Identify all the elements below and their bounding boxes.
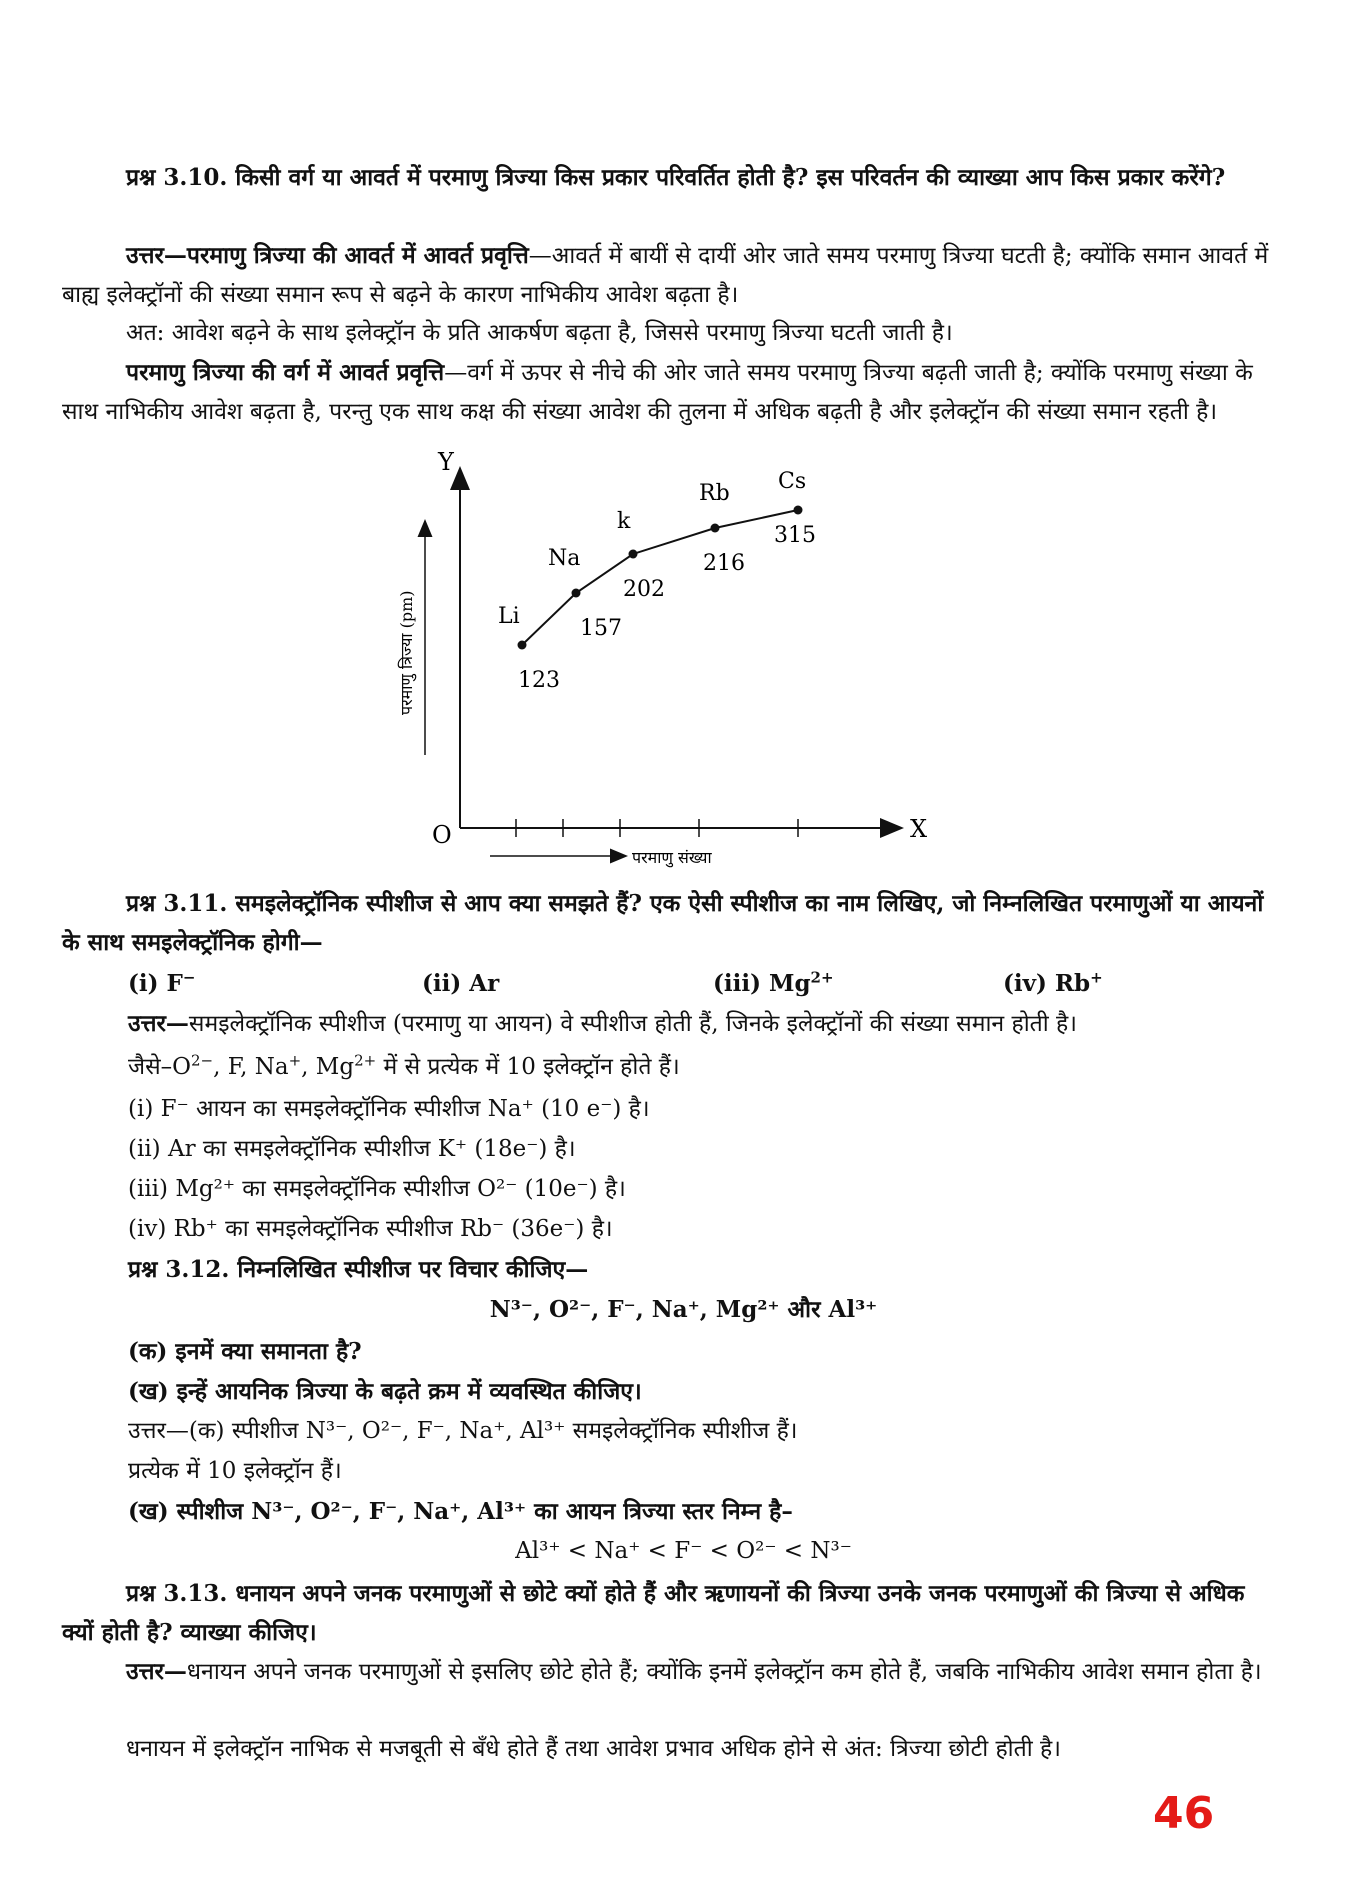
y-axis-letter: Y xyxy=(438,450,454,476)
data-point xyxy=(572,589,581,598)
x-axis-letter: X xyxy=(910,815,928,843)
answer-3-10-period-heading: उत्तर—परमाणु त्रिज्या की आवर्त में आवर्त प्रवृत्ति xyxy=(126,242,529,269)
data-point xyxy=(629,550,638,559)
answer-3-11-heading: उत्तर— xyxy=(128,1010,189,1037)
element-label: Cs xyxy=(778,469,807,494)
data-label: 157 xyxy=(580,616,622,641)
example-tail: में से प्रत्येक में 10 इलेक्ट्रॉन होते हैं। xyxy=(376,1054,680,1080)
atomic-radius-chart xyxy=(380,450,960,870)
answer-3-12-order: Al³⁺ < Na⁺ < F⁻ < O²⁻ < N³⁻ xyxy=(515,1538,852,1564)
element-label: Li xyxy=(498,604,520,629)
question-3-12: प्रश्न 3.12. निम्नलिखित स्पीशीज पर विचार कीजिए— xyxy=(128,1256,589,1283)
data-label: 216 xyxy=(703,551,745,576)
data-point xyxy=(711,524,720,533)
option-iv xyxy=(1003,970,1103,997)
option-i xyxy=(128,970,195,997)
data-label: 123 xyxy=(518,668,560,693)
answer-3-10-period xyxy=(62,236,1282,315)
answer-3-11-example: $जैसे-O^{2-}$, F, Na+, $Mg^{2+}$ में से प्रत्येक में 10 इलेक्ट्रॉन होते हैं। xyxy=(128,1051,680,1080)
answer-3-10-group xyxy=(62,353,1282,432)
data-point xyxy=(518,641,527,650)
answer-3-11 xyxy=(128,1004,1278,1044)
x-axis-label: परमाणु संख्या xyxy=(632,848,712,867)
answer-3-11-line-3: (iii) Mg²⁺ का समइलेक्ट्रॉनिक स्पीशीज O²⁻ (10e⁻) है। xyxy=(128,1176,626,1202)
answer-3-11-line-1: (i) F⁻ आयन का समइलेक्ट्रॉनिक स्पीशीज Na⁺ (10 e⁻) है। xyxy=(128,1096,650,1122)
element-label: Na xyxy=(548,546,581,571)
question-3-13: प्रश्न 3.13. धनायन अपने जनक परमाणुओं से छोटे क्यों होते हैं और ऋणायनों की त्रिज्या उनके जनक परमाणुओं की त्रिज्या से अधिक क्यों होती है? व्याख्या कीजिए। xyxy=(62,1580,1245,1646)
answer-3-11-line-2: (ii) Ar का समइलेक्ट्रॉनिक स्पीशीज K⁺ (18e⁻) है। xyxy=(128,1136,576,1162)
option-iv-sup: + xyxy=(1090,968,1103,987)
answer-3-10-period-text: —आवर्त में बायीं से दायीं ओर जाते समय परमाणु त्रिज्या घटती है; क्योंकि समान आवर्त में बाह्य इलेक्ट्रॉनों की संख्या समान रूप से बढ़ने के कारण नाभिकीय आवेश बढ़ता है। xyxy=(62,243,1269,308)
question-3-11: प्रश्न 3.11. समइलेक्ट्रॉनिक स्पीशीज से आप क्या समझते हैं? एक ऐसी स्पीशीज का नाम लिखिए, जो निम्नलिखित परमाणुओं या आयनों के साथ समइलेक्ट्रॉनिक होगी— xyxy=(62,890,1264,956)
answer-3-13-text: धनायन अपने जनक परमाणुओं से इसलिए छोटे होते हैं; क्योंकि इनमें इलेक्ट्रॉन कम होते हैं, जबकि नाभिकीय आवेश समान होता है। xyxy=(186,1659,1262,1685)
option-iii xyxy=(713,970,834,997)
answer-3-10-conclusion: अत: आवेश बढ़ने के साथ इलेक्ट्रॉन के प्रति आकर्षण बढ़ता है, जिससे परमाणु त्रिज्या घटती जाती है। xyxy=(126,320,953,346)
option-i-text: (i) F xyxy=(128,970,183,997)
option-iii-sup: 2+ xyxy=(810,968,834,987)
answer-3-11-line-4: (iv) Rb⁺ का समइलेक्ट्रॉनिक स्पीशीज Rb⁻ (36e⁻) है। xyxy=(128,1216,613,1242)
question-3-12-part-a: (क) इनमें क्या समानता है? xyxy=(128,1338,362,1365)
answer-3-10-group-text: —वर्ग में ऊपर से नीचे की ओर जाते समय परमाणु त्रिज्या बढ़ती जाती है; क्योंकि परमाणु संख्या के साथ नाभिकीय आवेश बढ़ता है, परन्तु एक साथ कक्ष की संख्या आवेश की तुलना में अधिक बढ़ती है और इलेक्ट्रॉन की संख्या समान रहती है। xyxy=(62,360,1253,425)
answer-3-11-text: समइलेक्ट्रॉनिक स्पीशीज (परमाणु या आयन) वे स्पीशीज होती हैं, जिनके इलेक्ट्रॉनों की संख्या समान होती है। xyxy=(188,1011,1077,1037)
data-label: 315 xyxy=(774,523,816,548)
question-3-10: प्रश्न 3.10. किसी वर्ग या आवर्त में परमाणु त्रिज्या किस प्रकार परिवर्तित होती है? इस परिवर्तन की व्याख्या आप किस प्रकार करेंगे? xyxy=(126,164,1226,191)
question-3-12-species: N³⁻, O²⁻, F⁻, Na⁺, Mg²⁺ और Al³⁺ xyxy=(489,1296,878,1323)
answer-3-12-a: उत्तर—(क) स्पीशीज N³⁻, O²⁻, F⁻, Na⁺, Al³⁺ समइलेक्ट्रॉनिक स्पीशीज हैं। xyxy=(128,1418,798,1444)
element-label: Rb xyxy=(699,481,730,506)
data-point xyxy=(794,506,803,515)
example-mg: , Mg xyxy=(301,1054,355,1080)
answer-3-13-heading: उत्तर— xyxy=(126,1658,187,1685)
y-axis-label: परमाणु त्रिज्या (pm) xyxy=(397,590,416,715)
option-iv-text: (iv) Rb xyxy=(1003,970,1091,997)
element-label: k xyxy=(617,509,631,534)
answer-3-13 xyxy=(62,1652,1282,1692)
answer-3-12-a2: प्रत्येक में 10 इलेक्ट्रॉन हैं। xyxy=(128,1458,342,1484)
option-i-sup: − xyxy=(182,968,196,987)
answer-3-10-group-heading: परमाणु त्रिज्या की वर्ग में आवर्त प्रवृत्ति xyxy=(126,359,445,386)
example-f-na: F, Na xyxy=(227,1054,289,1080)
data-label: 202 xyxy=(623,577,665,602)
answer-3-12-b: (ख) स्पीशीज N³⁻, O²⁻, F⁻, Na⁺, Al³⁺ का आयन त्रिज्या स्तर निम्न है– xyxy=(128,1498,793,1525)
origin-label: O xyxy=(432,821,452,849)
example-o: जैसे–O xyxy=(128,1054,191,1080)
answer-3-13-b: धनायन में इलेक्ट्रॉन नाभिक से मजबूती से बँधे होते हैं तथा आवेश प्रभाव अधिक होने से अंत: त्रिज्या छोटी होती है। xyxy=(126,1736,1061,1762)
option-ii: (ii) Ar xyxy=(422,970,500,997)
page-number: 46 xyxy=(1153,1788,1215,1839)
option-iii-text: (iii) Mg xyxy=(713,970,811,997)
question-3-12-part-b: (ख) इन्हें आयनिक त्रिज्या के बढ़ते क्रम में व्यवस्थित कीजिए। xyxy=(128,1378,642,1405)
